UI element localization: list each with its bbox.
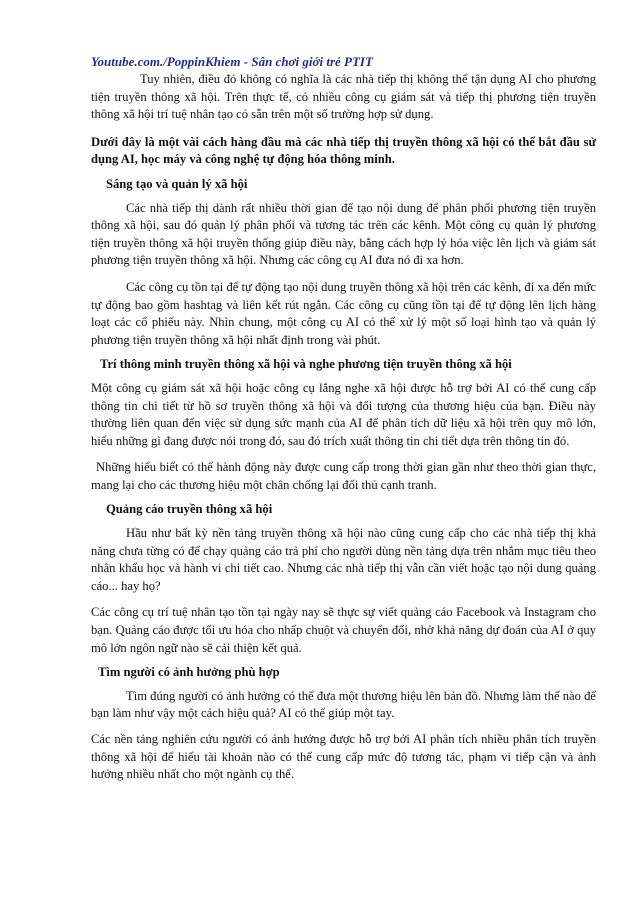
paragraph-influencer-2: Các nền tảng nghiên cứu người có ảnh hưởng được hỗ trợ bởi AI phân tích nhiều phân tích truyền thông xã hội để hiểu tài khoản nào có thể cung cấp mức độ tương tác, phạm vi tiếp cận và ảnh hưởng nhiều nhất cho một ngành cụ thể. <box>91 732 596 782</box>
section-heading-creation: Sáng tạo và quản lý xã hội <box>106 176 248 191</box>
paragraph-influencer-1: Tìm đúng người có ảnh hưởng có thể đưa một thương hiệu lên bản đồ. Nhưng làm thế nào để bạn làm như vậy một cách hiệu quả? AI có thể giúp một tay. <box>91 688 596 721</box>
paragraph-creation-2: Các công cụ tồn tại để tự động tạo nội dung truyền thông xã hội trên các kênh, đi xa đến mức tự động bao gồm hashtag và liên kết rút ngắn. Các công cụ cũng tồn tại để tự động lên lịch hàng loạt các cổ phiếu này. Nhìn chung, một công cụ AI có thể xử lý một số loại hình tạo và quản lý phương tiện truyền thông xã hội nhất định trong vài phút. <box>91 279 596 347</box>
paragraph-creation-1: Các nhà tiếp thị dành rất nhiều thời gian để tạo nội dung để phân phối phương tiện truyền thông xã hội, sau đó quản lý phân phối và tương tác trên các kênh. Một công cụ quản lý phương tiện truyền thông xã hội truyền thống giúp điều này, bằng cách hợp lý hóa việc lên lịch và giám sát phương tiện truyền thông xã hội. Nhưng các công cụ AI đưa nó đi xa hơn. <box>91 200 596 268</box>
paragraph-advertising-1: Hầu như bất kỳ nền tảng truyền thông xã hội nào cũng cung cấp cho các nhà tiếp thị khả năng chưa từng có để chạy quảng cáo trả phí cho người dùng nền tảng dựa trên nhắm mục tiêu theo nhân khẩu học và hành vi chi tiết cao. Nhưng các nhà tiếp thị vẫn cần viết hoặc tạo nội dung quảng cáo... hay họ? <box>91 526 596 593</box>
paragraph-intelligence-1: Một công cụ giám sát xã hội hoặc công cụ lắng nghe xã hội được hỗ trợ bởi AI có thể cung cấp thông tin chi tiết từ hồ sơ truyền thông xã hội và đối tượng của thương hiệu của bạn. Điều này thường liên quan đến việc sử dụng sức mạnh của AI để phân tích dữ liệu xã hội trên quy mô lớn, hiểu những gì đang được nói trong đó, sau đó trích xuất thông tin chi tiết dựa trên thông tin đó. <box>91 380 596 448</box>
paragraph-intelligence-2: Những hiểu biết có thể hành động này được cung cấp trong thời gian gần như theo thời gian thực, mang lại cho các thương hiệu một chân chống lại đối thủ cạnh tranh. <box>91 460 596 492</box>
header-youtube-link[interactable]: Youtube.com./PoppinKhiem - Sân chơi giới trẻ PTIT <box>91 54 373 69</box>
section-heading-influencer: Tìm người có ảnh hưởng phù hợp <box>98 665 280 680</box>
document-page <box>91 54 596 784</box>
section-heading-advertising: Quảng cáo truyền thông xã hội <box>106 502 273 517</box>
paragraph-intro-bold: Dưới đây là một vài cách hàng đầu mà các nhà tiếp thị truyền thông xã hội có thể bắt đầu sử dụng AI, học máy và công nghệ tự động hóa thông minh. <box>91 134 596 167</box>
paragraph-advertising-2: Các công cụ trí tuệ nhân tạo tồn tại ngày nay sẽ thực sự viết quảng cáo Facebook và Instagram cho bạn. Quảng cáo được tối ưu hóa cho nhấp chuột và chuyển đổi, nhờ khả năng dự đoán của AI ở quy mô lớn ngôn ngữ nào sẽ cải thiện kết quả. <box>91 605 596 655</box>
paragraph-intro: Tuy nhiên, điều đó không có nghĩa là các nhà tiếp thị không thể tận dụng AI cho phương tiện truyền thông xã hội. Trên thực tế, có nhiều công cụ giám sát và tiếp thị phương tiện truyền thông xã hội trí tuệ nhân tạo có sẵn trên một số trường hợp sử dụng. <box>91 72 596 122</box>
section-heading-intelligence: Trí thông minh truyền thông xã hội và nghe phương tiện truyền thông xã hội <box>100 357 512 372</box>
